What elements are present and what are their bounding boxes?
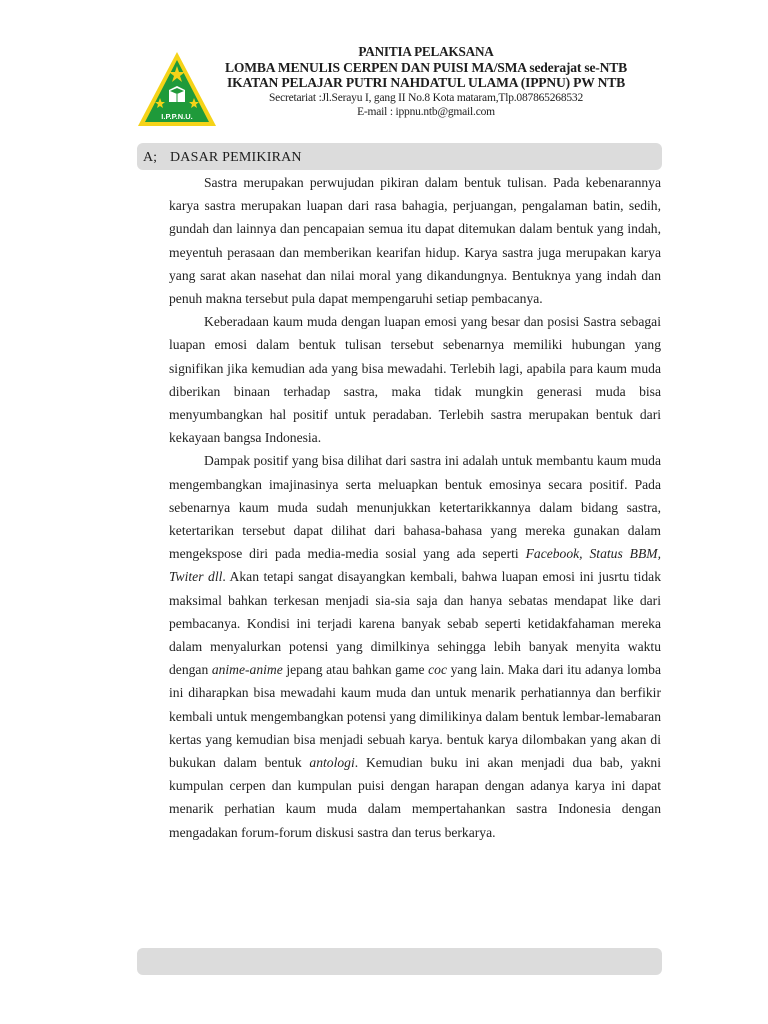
logo-text: I.P.P.N.U. — [161, 112, 193, 121]
secretariat-address: Secretariat :Jl.Serayu I, gang II No.8 Kota mataram,Tlp.087865268532 — [268, 91, 584, 104]
section-title: DASAR PEMIKIRAN — [170, 150, 302, 165]
term-anime: anime-anime — [211, 662, 283, 678]
social-media-list: Facebook, Status BBM, Twiter dll — [169, 546, 661, 585]
ippnu-logo-icon — [136, 50, 218, 128]
paragraph-3: Dampak positif yang bisa dilihat dari sastra ini adalah untuk membantu kaum muda mengembangkan imajinasinya serta meluapkan bentuk emosinya secara positif. Pada sebenarnya kaum muda sudah menunjukkan ketertarikkannya dalam bidang sastra, ketertarikan tersebut dapat dilihat dari bahasa-bahasa yang mereka gunakan dalam mengekspose diri pada media-media sosial yang ada seperti Facebook, Status BBM, Twiter dll. Akan tetapi sangat disayangkan kembali, bahwa luapan emosi ini jusrtu tidak maksimal bahkan terkesan menjadi sia-sia saja dan hanya sebatas mendapat like dari pembacanya. Kondisi ini terjadi karena banyak sebab seperti ketidakfahaman mereka dalam menyalurkan potensi yang dimilkinya sehingga lebih banyak menyita waktu dengan anime-anime jepang atau bahkan game coc yang lain. Maka dari itu adanya lomba ini diharapkan bisa mewadahi kaum muda dan untuk menarik perhatiannya dan berfikir kembali untuk mengembangkan potensi yang dimilikinya dalam bentuk lembar-lemabaran kertas yang kemudian bisa menjadi sebuah karya. bentuk karya dilombakan yang akan di bukukan dalam bentuk antologi. Kemudian buku ini akan menjadi dua bab, yakni kumpulan cerpen dan kumpulan puisi dengan harapan dengan adanya karya ini dapat menarik perhatian kaum muda dalam mempertahankan sastra Indonesia dengan mengadakan forum-forum diskusi sastra dan terus berkarya. — [169, 453, 662, 840]
footer-bar — [137, 948, 662, 975]
document-body — [169, 171, 661, 844]
event-title: LOMBA MENULIS CERPEN DAN PUISI MA/SMA sederajat se-NTB — [225, 59, 627, 75]
term-coc: coc — [428, 662, 448, 678]
paragraph-2: Keberadaan kaum muda dengan luapan emosi yang besar dan posisi Sastra sebagai luapan emosi dalam bentuk tulisan tersebut sebenarnya memiliki hubungan yang signifikan jika kemudian ada yang bisa mewadahi. Terlebih lagi, apabila para kaum muda diberikan binaan terhadap sastra, maka tidak mungkin generasi muda bisa menyumbangkan hal positif untuk peradaban. Terlebih sastra merupakan bentuk dari kekayaan bangsa Indonesia. — [169, 314, 661, 446]
organization-name: IKATAN PELAJAR PUTRI NAHDATUL ULAMA (IPPNU) PW NTB — [227, 75, 625, 90]
committee-title: PANITIA PELAKSANA — [358, 44, 494, 59]
letterhead — [0, 0, 768, 135]
term-antologi: antologi — [309, 755, 355, 771]
section-number: A; — [143, 150, 157, 165]
section-heading-bar — [137, 143, 662, 170]
paragraph-1: Sastra merupakan perwujudan pikiran dalam bentuk tulisan. Pada kebenarannya karya sastra merupakan luapan dari rasa bahagia, perjuangan, pengalaman batin, sedih, gundah dan lainnya dan pencapaian semua itu dapat ditemukan dalam bentuk yang indah, meyentuh perasaan dan memberikan kearifan hidup. Karya sastra juga merupakan karya yang sarat akan nasehat dan nilai moral yang dikandungnya. Bentuknya yang indah dan penuh makna tersebut pula dapat mempengaruhi setiap pembacanya. — [169, 175, 661, 307]
email-address: E-mail : ippnu.ntb@gmail.com — [357, 105, 495, 118]
